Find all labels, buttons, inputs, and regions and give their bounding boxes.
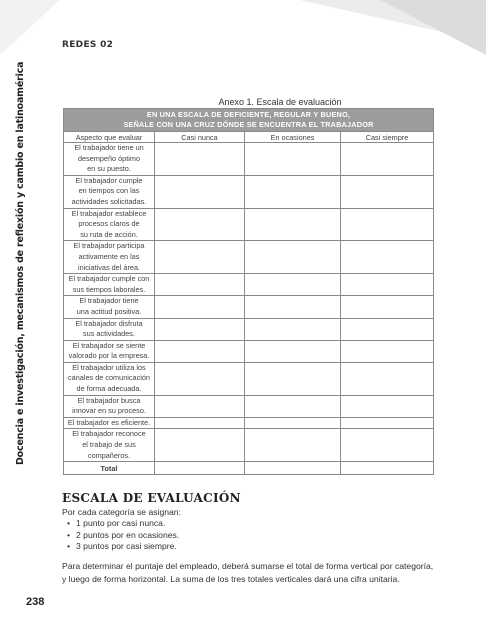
rating-cell[interactable]	[245, 340, 341, 362]
table-row	[64, 274, 434, 296]
rating-cell[interactable]	[245, 274, 341, 296]
rating-cell[interactable]	[155, 175, 245, 208]
rating-cell[interactable]	[155, 318, 245, 340]
aspect-line: actividades solicitadas.	[71, 196, 147, 206]
banner-line-2: SEÑALE CON UNA CRUZ DÓNDE SE ENCUENTRA EL TRABAJADOR	[123, 120, 374, 129]
aspect-cell	[64, 429, 155, 462]
aspect-cell	[64, 362, 155, 395]
rating-cell[interactable]	[245, 417, 341, 429]
aspect-cell	[64, 274, 155, 296]
rating-cell[interactable]	[245, 362, 341, 395]
aspect-line: de forma adecuada.	[76, 384, 142, 394]
table-row	[64, 143, 434, 176]
points-list	[62, 518, 179, 553]
aspect-cell	[64, 208, 155, 241]
rating-cell[interactable]	[155, 417, 245, 429]
rating-cell[interactable]	[155, 340, 245, 362]
aspect-line: El trabajador tiene un	[74, 143, 144, 152]
rating-cell[interactable]	[245, 318, 341, 340]
scoring-note: Para determinar el puntaje del empleado, deberá sumarse el total de forma vertical por categoría, y luego de forma horizontal. La suma de los tres totales verticales dará una cifra unitaria.	[62, 561, 434, 584]
rating-cell[interactable]	[245, 296, 341, 318]
table-body	[64, 143, 434, 462]
aspect-line: el trabajo de sus	[82, 440, 136, 450]
rating-cell[interactable]	[245, 241, 341, 274]
side-title: Docencia e investigación, mecanismos de reflexión y cambio en latinoamérica	[15, 61, 26, 465]
aspect-cell	[64, 318, 155, 340]
aspect-line: El trabajador se siente	[72, 340, 146, 350]
table-row	[64, 241, 434, 274]
aspect-line: activamente en las	[78, 251, 140, 261]
rating-cell[interactable]	[245, 143, 341, 176]
aspect-line: en tiempos con las	[78, 186, 140, 196]
rating-cell[interactable]	[245, 395, 341, 417]
aspect-cell	[64, 175, 155, 208]
aspect-line: El trabajador disfruta	[75, 318, 143, 328]
rating-cell[interactable]	[341, 296, 434, 318]
aspect-cell	[64, 143, 155, 176]
table-banner	[64, 109, 434, 132]
total-cell	[155, 462, 245, 475]
column-header: En ocasiones	[245, 132, 341, 143]
running-header: REDES 02	[62, 40, 114, 50]
aspect-cell	[64, 417, 155, 429]
aspect-line: El trabajador busca	[77, 395, 141, 405]
table-row	[64, 208, 434, 241]
rating-cell[interactable]	[341, 362, 434, 395]
total-cell	[341, 462, 434, 475]
aspect-line: El trabajador reconoce	[72, 429, 146, 439]
table-row	[64, 340, 434, 362]
aspect-line: El trabajador cumple	[75, 175, 143, 185]
total-cell	[245, 462, 341, 475]
table-row	[64, 362, 434, 395]
rating-cell[interactable]	[155, 395, 245, 417]
rating-cell[interactable]	[155, 429, 245, 462]
aspect-line: El trabajador es eficiente.	[67, 417, 151, 427]
annex-title: Anexo 1. Escala de evaluación	[218, 97, 342, 107]
rating-cell[interactable]	[155, 143, 245, 176]
page-number: 238	[26, 596, 45, 608]
total-label: Total	[64, 462, 155, 475]
column-header: Aspecto que evaluar	[64, 132, 155, 143]
rating-cell[interactable]	[245, 208, 341, 241]
rating-cell[interactable]	[245, 175, 341, 208]
aspect-line: sus actividades.	[83, 329, 135, 339]
list-item: • 2 puntos por en ocasiones.	[76, 530, 179, 542]
rating-cell[interactable]	[245, 429, 341, 462]
column-header: Casi nunca	[155, 132, 245, 143]
aspect-line: procesos claros de	[78, 219, 140, 229]
table-row	[64, 429, 434, 462]
rating-cell[interactable]	[155, 208, 245, 241]
aspect-line: iniciativas del área.	[77, 262, 141, 272]
rating-cell[interactable]	[341, 274, 434, 296]
list-item: • 3 puntos por casi siempre.	[76, 541, 179, 553]
section-heading: ESCALA DE EVALUACIÓN	[62, 491, 241, 505]
rating-cell[interactable]	[341, 417, 434, 429]
total-row	[64, 462, 434, 475]
aspect-line: El trabajador establece	[71, 208, 147, 218]
rating-cell[interactable]	[341, 175, 434, 208]
banner-line-1: EN UNA ESCALA DE DEFICIENTE, REGULAR Y BUENO,	[146, 110, 351, 119]
table-row	[64, 395, 434, 417]
rating-cell[interactable]	[341, 340, 434, 362]
aspect-line: en su puesto.	[87, 164, 131, 174]
table-row	[64, 296, 434, 318]
aspect-cell	[64, 395, 155, 417]
column-header: Casi siempre	[341, 132, 434, 143]
list-item: • 1 punto por casi nunca.	[76, 518, 179, 530]
rating-cell[interactable]	[155, 362, 245, 395]
aspect-line: El trabajador cumple con	[68, 274, 150, 284]
rating-cell[interactable]	[341, 143, 434, 176]
aspect-cell	[64, 296, 155, 318]
rating-cell[interactable]	[155, 274, 245, 296]
aspect-line: innovar en su proceso.	[72, 406, 146, 416]
table-row	[64, 417, 434, 429]
corner-decoration	[0, 0, 486, 60]
aspect-cell	[64, 241, 155, 274]
aspect-line: compañeros.	[87, 450, 131, 460]
aspect-line: canales de comunicación	[68, 373, 150, 383]
evaluation-table	[63, 108, 434, 475]
aspect-line: desempeño óptimo	[77, 153, 141, 163]
rating-cell[interactable]	[341, 395, 434, 417]
aspect-line: El trabajador utiliza los	[72, 362, 146, 372]
rating-cell[interactable]	[341, 318, 434, 340]
table-row	[64, 318, 434, 340]
rating-cell[interactable]	[341, 208, 434, 241]
table-row	[64, 175, 434, 208]
rating-cell[interactable]	[155, 241, 245, 274]
aspect-line: valorado por la empresa.	[68, 351, 150, 361]
aspect-line: una actitud positiva.	[76, 306, 142, 316]
aspect-line: su ruta de acción.	[80, 229, 138, 239]
rating-cell[interactable]	[155, 296, 245, 318]
aspect-cell	[64, 340, 155, 362]
section-intro: Por cada categoría se asignan:	[62, 507, 181, 517]
rating-cell[interactable]	[341, 241, 434, 274]
aspect-line: El trabajador tiene	[79, 296, 139, 306]
rating-cell[interactable]	[341, 429, 434, 462]
aspect-line: sus tiempos laborales.	[72, 284, 146, 294]
aspect-line: El trabajador participa	[73, 241, 145, 251]
